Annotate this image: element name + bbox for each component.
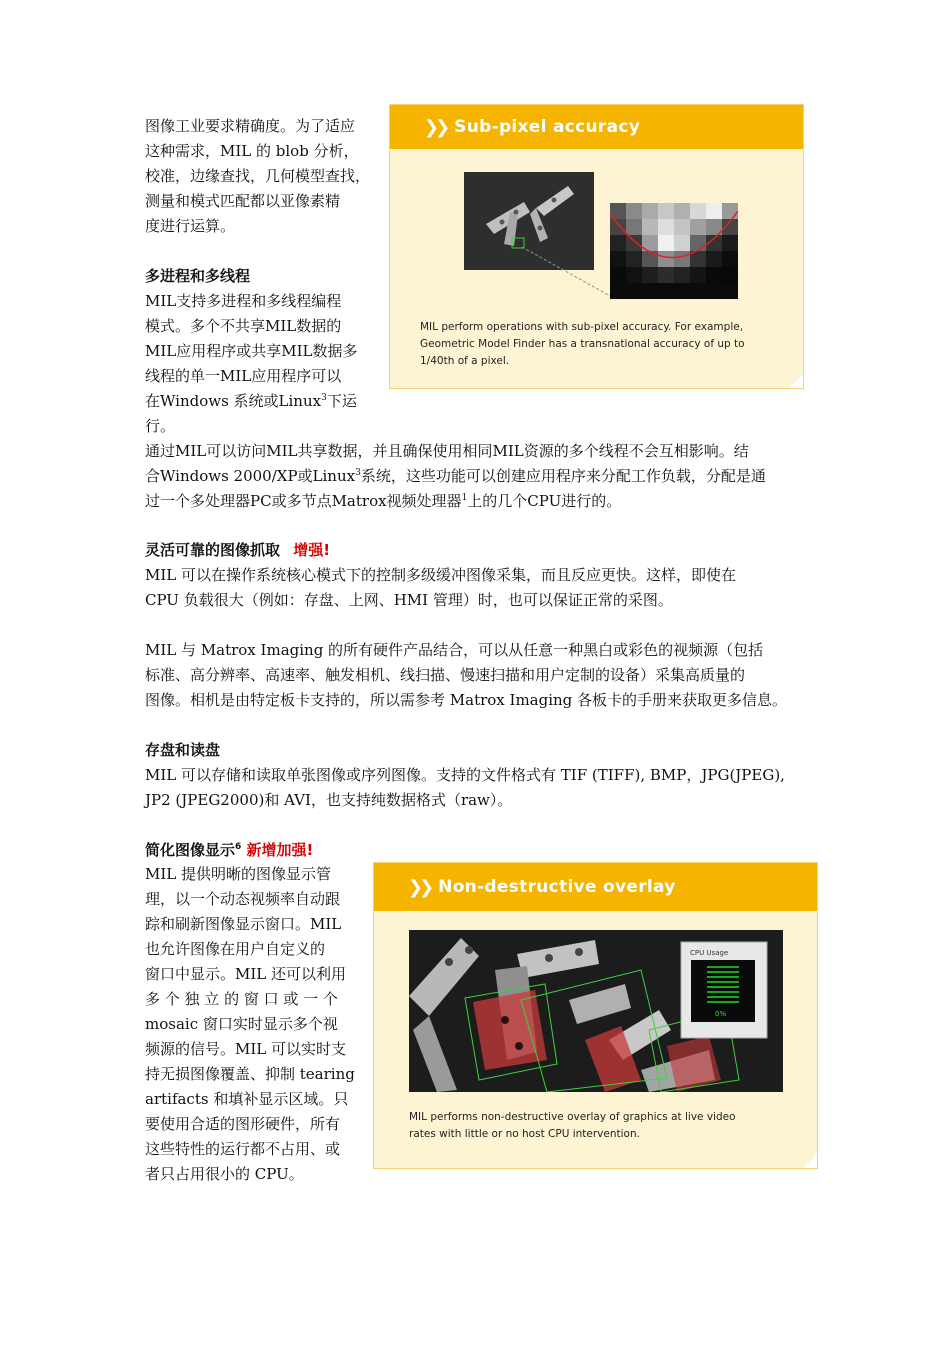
grab-heading: 灵活可靠的图像抓取 增强! (145, 541, 331, 559)
full-line: 过一个多处理器PC或多节点Matrox视频处理器$^1$上的几个CPU进行的。 (145, 492, 622, 510)
overlay-card-title: Non-destructive overlay (438, 877, 676, 897)
cpu-widget-value: 0% (715, 1010, 727, 1018)
caption-line: MIL performs non-destructive overlay of graphics at live video (409, 1111, 736, 1123)
full-line: 通过MIL可以访问MIL共享数据，并且确保使用相同MIL资源的多个线程不会互相影响。结 (145, 442, 749, 460)
intro-paragraph (145, 114, 375, 239)
display-line: artifacts 和填补显示区域。只 (145, 1090, 349, 1108)
grab-paragraph-1 (145, 563, 807, 613)
grab-line: 标准、高分辨率、高速率、触发相机、线扫描、慢速扫描和用户定制的设备）采集高质量的 (145, 666, 746, 684)
intro-line: 测量和模式匹配都以亚像素精 (145, 192, 341, 210)
subpixel-zoom-grid (610, 203, 738, 299)
caption-line: rates with little or no host CPU intervention. (409, 1128, 640, 1140)
multithread-line: MIL应用程序或共享MIL数据多 (145, 342, 358, 360)
display-line: mosaic 窗口实时显示多个视 (145, 1015, 338, 1033)
display-line: 也允许图像在用户自定义的 (145, 940, 326, 958)
footnote-ref: 1 (461, 493, 468, 503)
storage-line: JP2 (JPEG2000)和 AVI，也支持纯数据格式（raw）。 (145, 791, 513, 809)
intro-line: 这种需求，MIL 的 blob 分析， (145, 142, 359, 160)
multithread-full-paragraph (145, 439, 807, 514)
multithread-line: 在Windows 系统或Linux$^3$下运 (145, 392, 357, 410)
grab-line: MIL 可以在操作系统核心模式下的控制多级缓冲图像采集，而且反应更快。这样，即使在 (145, 566, 737, 584)
enhanced-badge: 增强! (293, 541, 331, 559)
grab-line: 图像。相机是由特定板卡支持的，所以需参考 Matrox Imaging 各板卡的手册来获取更多信息。 (145, 691, 788, 709)
display-line: 踪和刷新图像显示窗口。MIL (145, 915, 342, 933)
overlay-photo (409, 930, 783, 1092)
footnote-ref: 3 (355, 468, 361, 478)
display-line: 这些特性的运行都不占用、或 (145, 1140, 341, 1158)
footnote-ref: 6 (235, 842, 242, 852)
display-line: 者只占用很小的 CPU。 (145, 1165, 304, 1183)
display-line: 频源的信号。MIL 可以实时支 (145, 1040, 347, 1058)
subpixel-card-title: Sub-pixel accuracy (454, 117, 641, 137)
multithread-line: 行。 (145, 417, 176, 435)
subpixel-card-header (390, 105, 803, 149)
caption-line: Geometric Model Finder has a transnational accuracy of up to (420, 338, 745, 350)
caption-line: 1/40th of a pixel. (420, 355, 510, 367)
storage-paragraph (145, 763, 807, 813)
grab-line: CPU 负载很大（例如：存盘、上网、HMI 管理）时，也可以保证正常的采图。 (145, 591, 673, 609)
storage-heading: 存盘和读盘 (145, 741, 221, 759)
storage-line: MIL 可以存储和读取单张图像或序列图像。支持的文件格式有 TIF (TIFF), BMP，JPG(JPEG), (145, 766, 785, 784)
intro-line: 校准，边缘查找，几何模型查找， (145, 167, 371, 185)
caption-line: MIL perform operations with sub-pixel accuracy. For example, (420, 321, 744, 333)
multithread-line: 模式。多个不共享MIL数据的 (145, 317, 342, 335)
display-line: MIL 提供明晰的图像显示管 (145, 865, 332, 883)
double-chevron-icon: ❯❯ (408, 876, 431, 898)
display-line: 窗口中显示。MIL 还可以利用 (145, 965, 347, 983)
display-paragraph (145, 862, 359, 1187)
display-line: 理，以一个动态视频率自动跟 (145, 890, 341, 908)
overlay-card-header (374, 863, 817, 911)
card-corner-fold (803, 1154, 817, 1168)
cpu-widget-title: CPU Usage (690, 949, 729, 957)
overlay-caption (409, 1109, 809, 1143)
multithread-line: MIL支持多进程和多线程编程 (145, 292, 342, 310)
new-enhanced-badge: 新增加强! (246, 841, 314, 859)
display-line: 多 个 独 立 的 窗 口 或 一 个 (145, 990, 338, 1008)
grab-paragraph-2 (145, 638, 807, 713)
subpixel-caption (420, 319, 790, 370)
display-heading: 简化图像显示$^6$ 新增加强! (145, 841, 314, 859)
multithread-paragraph (145, 289, 375, 439)
intro-line: 图像工业要求精确度。为了适应 (145, 117, 356, 135)
intro-line: 度进行运算。 (145, 217, 236, 235)
footnote-ref: 3 (321, 393, 327, 403)
full-line: 合Windows 2000/XP或Linux$^3$系统，这些功能可以创建应用程序来分配工作负载，分配是通 (145, 467, 766, 485)
zoom-connector (520, 245, 620, 305)
overlay-card (373, 862, 818, 1169)
subpixel-card (389, 104, 804, 389)
double-chevron-icon: ❯❯ (424, 116, 447, 138)
multithread-line: 线程的单一MIL应用程序可以 (145, 367, 342, 385)
grab-line: MIL 与 Matrox Imaging 的所有硬件产品结合，可以从任意一种黑白或彩色的视频源（包括 (145, 641, 764, 659)
multithread-heading: 多进程和多线程 (145, 267, 251, 285)
display-line: 要使用合适的图形硬件，所有 (145, 1115, 341, 1133)
card-corner-fold (789, 374, 803, 388)
display-line: 持无损图像覆盖、抑制 tearing (145, 1065, 355, 1083)
